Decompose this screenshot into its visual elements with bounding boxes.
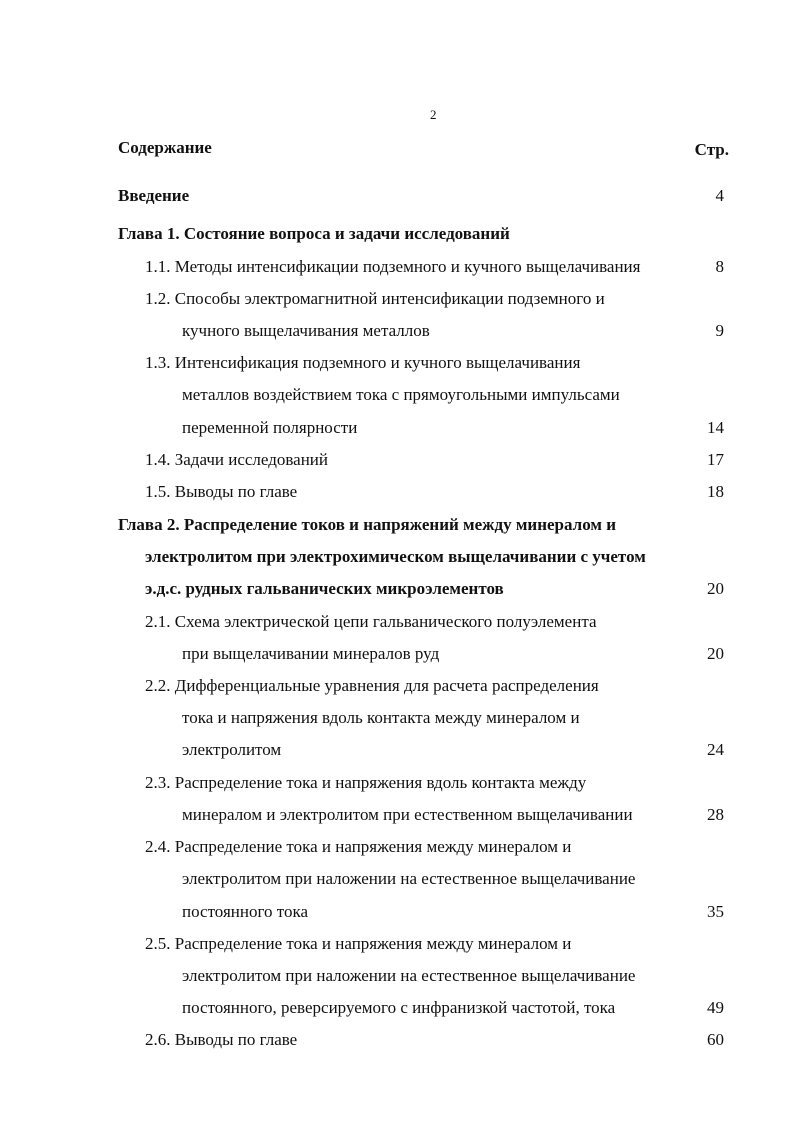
toc-section-2-5-cont2: постоянного, реверсируемого с инфранизкой частотой, тока bbox=[182, 998, 616, 1017]
toc-chapter-2-title-cont2: э.д.с. рудных гальванических микроэлементов bbox=[145, 579, 504, 598]
toc-section-2-2-cont2: электролитом bbox=[182, 740, 282, 759]
toc-section-2-1-page: 20 bbox=[707, 644, 724, 663]
toc-section-1-2: 1.2. Способы электромагнитной интенсификации подземного и bbox=[145, 289, 605, 308]
toc-section-1-2-page: 9 bbox=[715, 321, 724, 340]
toc-section-1-1-page: 8 bbox=[715, 257, 724, 276]
toc-section-1-3-page: 14 bbox=[707, 418, 724, 437]
toc-section-2-5: 2.5. Распределение тока и напряжения между минералом и bbox=[145, 934, 572, 953]
toc-section-2-1-cont: при выщелачивании минералов руд bbox=[182, 644, 440, 663]
toc-chapter-2-title-cont: электролитом при электрохимическом выщелачивании с учетом bbox=[145, 547, 646, 566]
toc-section-2-4-cont2: постоянного тока bbox=[182, 902, 309, 921]
toc-section-1-3: 1.3. Интенсификация подземного и кучного выщелачивания bbox=[145, 353, 581, 372]
toc-intro-label: Введение bbox=[118, 186, 190, 205]
toc-section-1-2-cont: кучного выщелачивания металлов bbox=[182, 321, 430, 340]
toc-section-1-3-cont: металлов воздействием тока с прямоугольными импульсами bbox=[182, 385, 620, 404]
toc-section-2-3-cont: минералом и электролитом при естественном выщелачивании bbox=[182, 805, 633, 824]
toc-section-1-4-page: 17 bbox=[707, 450, 724, 469]
toc-chapter-2-title: Глава 2. Распределение токов и напряжений между минералом и bbox=[118, 515, 616, 534]
toc-section-2-3-page: 28 bbox=[707, 805, 724, 824]
toc-section-2-6: 2.6. Выводы по главе bbox=[145, 1030, 298, 1049]
toc-chapter-1-title: Глава 1. Состояние вопроса и задачи исследований bbox=[118, 224, 510, 243]
toc-section-2-2-page: 24 bbox=[707, 740, 724, 759]
toc-section-2-4-cont: электролитом при наложении на естественное выщелачивание bbox=[182, 869, 636, 888]
toc-section-1-5: 1.5. Выводы по главе bbox=[145, 482, 298, 501]
page-number: 2 bbox=[430, 107, 437, 122]
toc-section-2-2: 2.2. Дифференциальные уравнения для расчета распределения bbox=[145, 676, 599, 695]
toc-section-2-4: 2.4. Распределение тока и напряжения между минералом и bbox=[145, 837, 572, 856]
toc-section-2-5-page: 49 bbox=[707, 998, 724, 1017]
contents-title: Содержание bbox=[118, 138, 212, 157]
toc-section-1-3-cont2: переменной полярности bbox=[182, 418, 358, 437]
toc-section-2-3: 2.3. Распределение тока и напряжения вдоль контакта между bbox=[145, 773, 587, 792]
toc-section-2-1: 2.1. Схема электрической цепи гальванического полуэлемента bbox=[145, 612, 597, 631]
toc-section-2-2-cont: тока и напряжения вдоль контакта между минералом и bbox=[182, 708, 580, 727]
toc-chapter-2-page: 20 bbox=[707, 579, 724, 598]
toc-intro-page: 4 bbox=[715, 186, 724, 205]
toc-section-2-4-page: 35 bbox=[707, 902, 724, 921]
toc-section-2-5-cont: электролитом при наложении на естественное выщелачивание bbox=[182, 966, 636, 985]
toc-section-2-6-page: 60 bbox=[707, 1030, 724, 1049]
page-column-header: Стр. bbox=[694, 140, 729, 159]
toc-section-1-1: 1.1. Методы интенсификации подземного и кучного выщелачивания bbox=[145, 257, 641, 276]
toc-section-1-5-page: 18 bbox=[707, 482, 724, 501]
toc-section-1-4: 1.4. Задачи исследований bbox=[145, 450, 329, 469]
